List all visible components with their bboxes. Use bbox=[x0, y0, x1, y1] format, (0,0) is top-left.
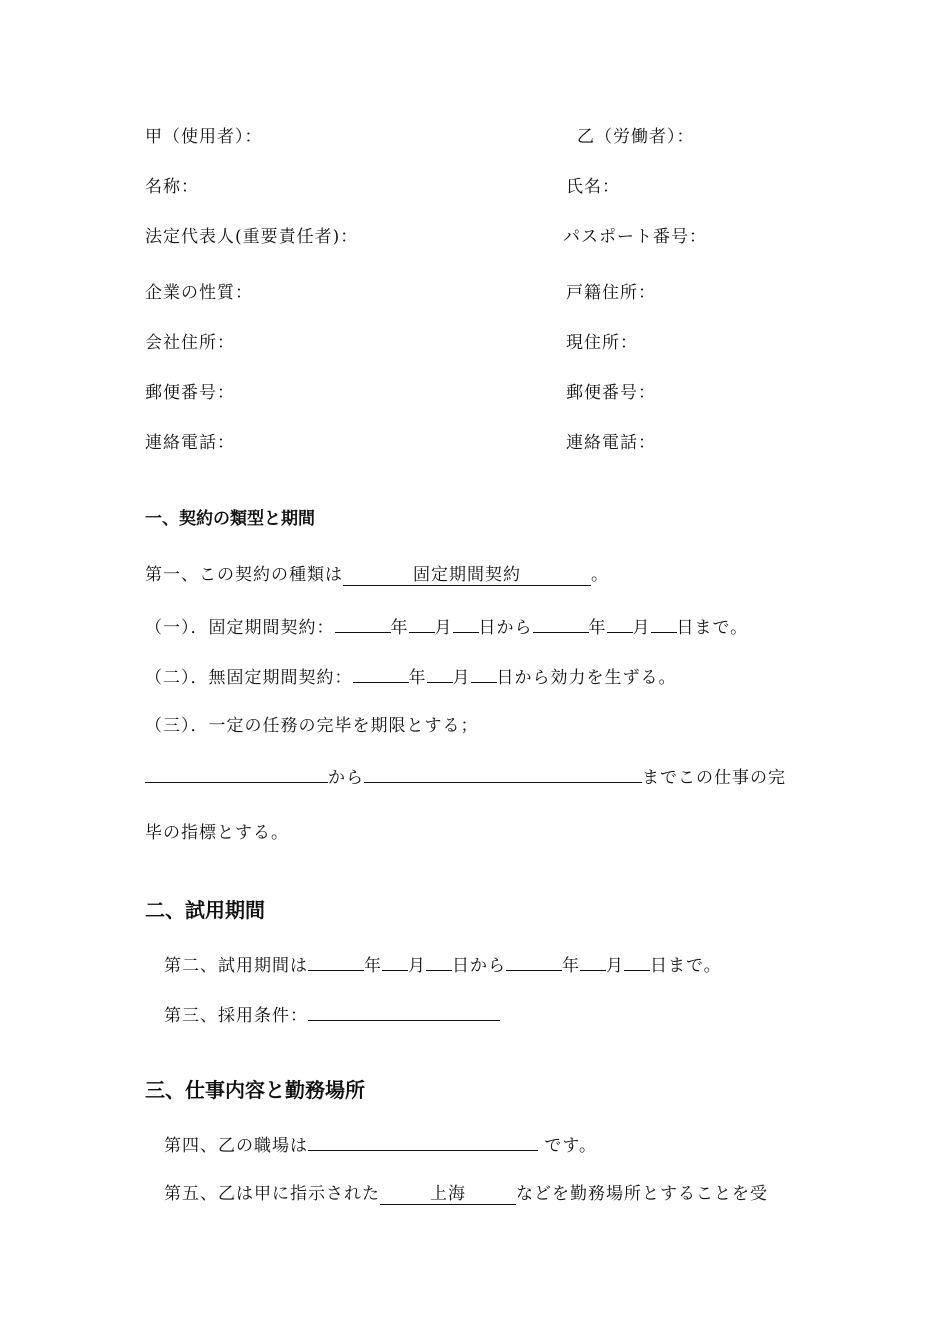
contract-type-value: 固定期間契約 bbox=[343, 565, 591, 586]
blank-line bbox=[353, 664, 409, 683]
blank-line bbox=[651, 614, 677, 633]
article4-suffix: です。 bbox=[544, 1136, 598, 1156]
blank-line bbox=[364, 764, 642, 783]
article1-suffix: 。 bbox=[591, 565, 609, 585]
company-nature-label: 企業の性質： bbox=[145, 283, 253, 303]
blank-line bbox=[308, 952, 364, 971]
day-from-label: 日から bbox=[478, 618, 533, 638]
month-label: 月 bbox=[408, 956, 426, 976]
section1-title: 一、契約の類型と期間 bbox=[145, 509, 315, 529]
month-label: 月 bbox=[452, 668, 471, 688]
article2-prefix: 第二、試用期間は bbox=[164, 956, 308, 976]
month-label: 月 bbox=[434, 618, 453, 638]
task-completion-line bbox=[145, 764, 786, 790]
employer-name-label: 名称： bbox=[145, 177, 199, 197]
blank-line bbox=[453, 614, 479, 633]
company-address-label: 会社住所： bbox=[145, 333, 235, 353]
blank-line bbox=[145, 764, 328, 783]
employer-postal-label: 郵便番号： bbox=[145, 383, 235, 403]
blank-line bbox=[427, 664, 453, 683]
blank-line bbox=[506, 952, 562, 971]
article5-suffix: などを勤務場所とすることを受 bbox=[516, 1184, 768, 1204]
blank-line bbox=[426, 952, 452, 971]
article1 bbox=[145, 563, 609, 587]
article5-prefix: 第五、乙は甲に指示された bbox=[164, 1184, 380, 1204]
item2-label: （二）．無固定期間契約： bbox=[145, 668, 353, 688]
blank-line bbox=[533, 614, 589, 633]
registry-address-label: 戸籍住所： bbox=[566, 283, 656, 303]
year-label: 年 bbox=[562, 956, 580, 976]
employee-heading: 乙（労働者）： bbox=[577, 127, 695, 147]
year-label: 年 bbox=[588, 618, 607, 638]
effect-label: 日から効力を生ずる。 bbox=[496, 668, 677, 688]
item1-fixed-term bbox=[145, 614, 748, 640]
employee-phone-label: 連絡電話： bbox=[566, 433, 656, 453]
year-label: 年 bbox=[390, 618, 409, 638]
blank-line bbox=[607, 614, 633, 633]
work-location-value: 上海 bbox=[380, 1184, 516, 1205]
article5-location bbox=[164, 1182, 768, 1206]
day-from-label: 日から bbox=[452, 956, 506, 976]
blank-line bbox=[308, 1002, 500, 1021]
section2-title: 二、試用期間 bbox=[145, 898, 265, 922]
item3-task-based: （三）．一定の任務の完毕を期限とする； bbox=[145, 716, 479, 736]
year-label: 年 bbox=[408, 668, 427, 688]
day-until-label: 日まで。 bbox=[676, 618, 749, 638]
current-address-label: 現住所： bbox=[566, 333, 638, 353]
item1-label: （一）．固定期間契約： bbox=[145, 618, 335, 638]
from-label: から bbox=[328, 768, 364, 788]
task-completion-line2: 毕の指標とする。 bbox=[145, 823, 289, 843]
article3-conditions bbox=[164, 1002, 500, 1028]
blank-line bbox=[335, 614, 391, 633]
employer-phone-label: 連絡電話： bbox=[145, 433, 235, 453]
section3-title: 三、仕事内容と勤務場所 bbox=[145, 1078, 365, 1102]
blank-line bbox=[471, 664, 497, 683]
article3-label: 第三、採用条件： bbox=[164, 1006, 308, 1026]
passport-label: パスポート番号： bbox=[563, 227, 707, 247]
article2-probation bbox=[164, 952, 722, 978]
employer-heading: 甲（使用者）： bbox=[145, 127, 263, 147]
employee-postal-label: 郵便番号： bbox=[566, 383, 656, 403]
blank-line bbox=[580, 952, 606, 971]
article4-workplace bbox=[164, 1132, 597, 1158]
article1-prefix: 第一、この契約の種類は bbox=[145, 565, 343, 585]
item2-open-term bbox=[145, 664, 677, 690]
blank-line bbox=[382, 952, 408, 971]
month-label: 月 bbox=[632, 618, 651, 638]
blank-line bbox=[624, 952, 650, 971]
article4-prefix: 第四、乙の職場は bbox=[164, 1136, 308, 1156]
blank-line bbox=[409, 614, 435, 633]
year-label: 年 bbox=[364, 956, 382, 976]
employer-rep-label: 法定代表人(重要責任者)： bbox=[145, 227, 359, 247]
employee-name-label: 氏名： bbox=[566, 177, 620, 197]
blank-line bbox=[308, 1132, 538, 1151]
day-until-label: 日まで。 bbox=[650, 956, 722, 976]
until-text: までこの仕事の完 bbox=[642, 768, 786, 788]
month-label: 月 bbox=[606, 956, 624, 976]
